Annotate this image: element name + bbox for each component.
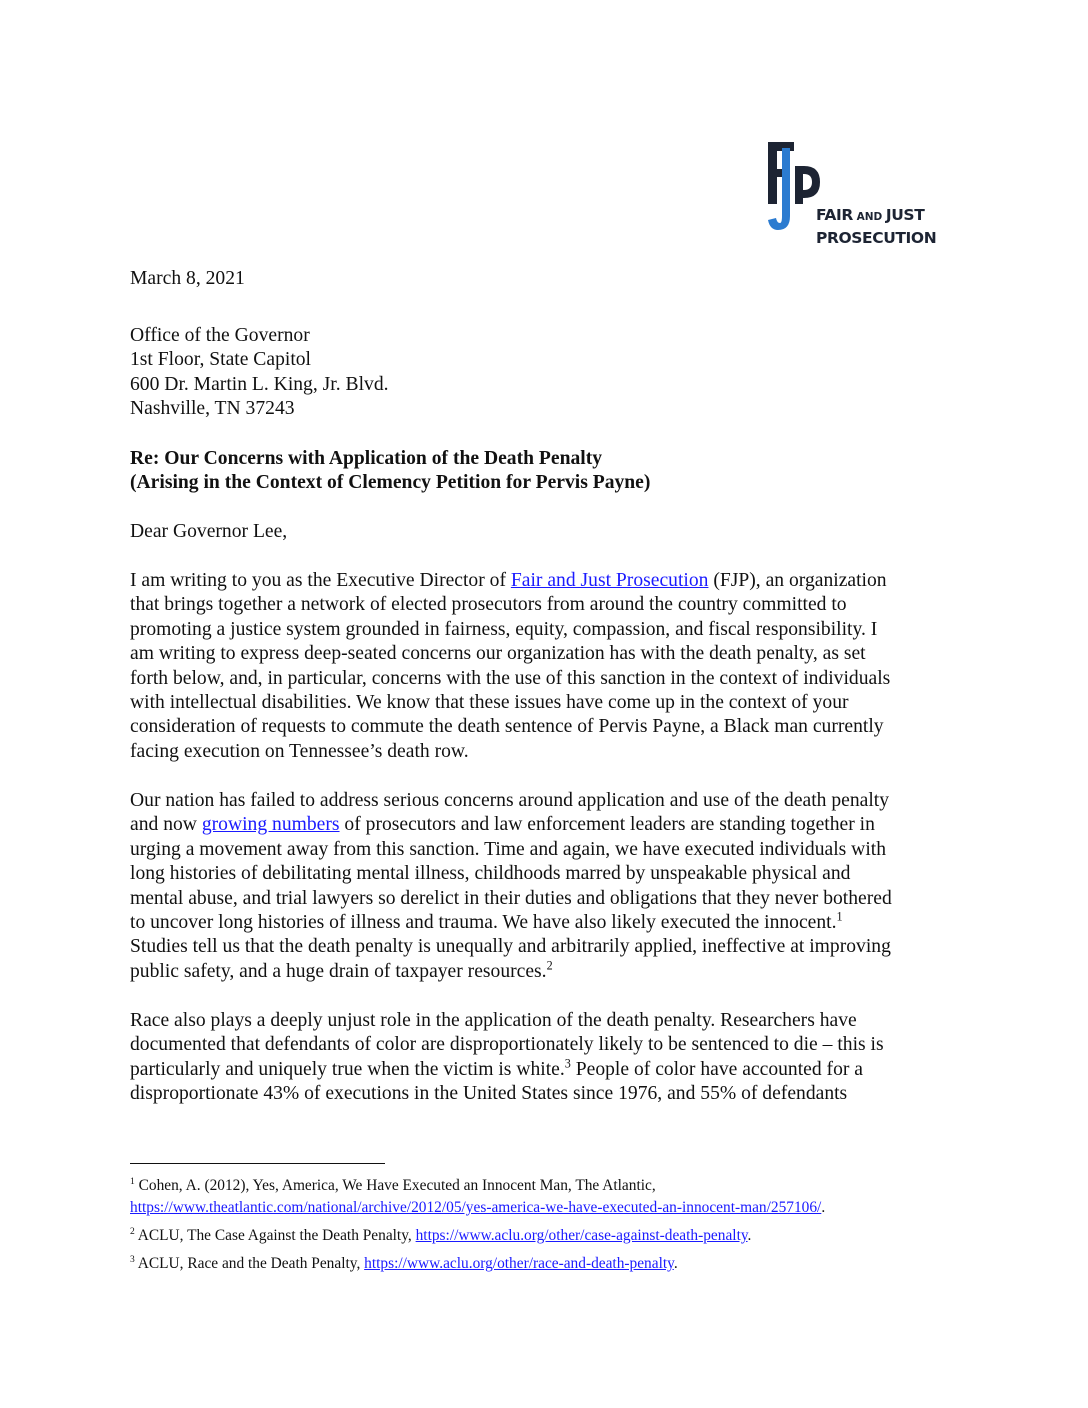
footnote-ref-2: 2 <box>546 958 553 973</box>
logo-text-prosecution: PROSECUTION <box>816 229 937 247</box>
footnote-ref-3: 3 <box>564 1056 571 1071</box>
address-line: 600 Dr. Martin L. King, Jr. Blvd. <box>130 373 389 395</box>
growing-numbers-link[interactable]: growing numbers <box>201 814 340 836</box>
logo-text-fair-and-just: FAIR AND JUST <box>816 206 925 224</box>
footnote-3: $^3$ ACLU, Race and the Death Penalty, https://www.aclu.org/other/race-and-death-penalty. <box>130 1253 678 1272</box>
letter-date: March 8, 2021 <box>130 268 245 289</box>
address-line: 1st Floor, State Capitol <box>130 349 312 371</box>
subject-line: Re: Our Concerns with Application of the Death Penalty (Arising in the Context of Clemency Petition for Pervis Payne) <box>130 448 651 494</box>
address-line: Nashville, TN 37243 <box>130 398 295 420</box>
footnote-1: $^1$ Cohen, A. (2012), Yes, America, We Have Executed an Innocent Man, The Atlantic, https://www.theatlantic.com/national/archive/2012/05/yes-america-we-have-executed-an-innocent-man/257106/. <box>130 1175 826 1216</box>
footnote-ref-1: 1 <box>836 909 843 924</box>
recipient-address <box>130 324 960 422</box>
fjp-logo <box>766 138 966 260</box>
address-line: Office of the Governor <box>130 325 310 346</box>
footnote-3-link[interactable]: https://www.aclu.org/other/race-and-death-penalty <box>364 1255 674 1272</box>
paragraph-2: Our nation has failed to address serious concerns around application and use of the death penalty and now growing numbers of prosecutors and law enforcement leaders are standing together in urging a movement away from this sanction. Time and again, we have executed individuals with long histories of debilitating mental illness, childhoods marred by unspeakable physical and mental abuse, and trial lawyers so derelict in their duties and obligations that they never bothered to uncover long histories of illness and trauma. We have also likely executed the innocent.$^1$ Studies tell us that the death penalty is unequally and arbitrarily applied, ineffective at improving public safety, and a huge drain of taxpayer resources.$^2$ <box>130 790 892 982</box>
paragraph-1: I am writing to you as the Executive Director of Fair and Just Prosecution (FJP), an organization that brings together a network of elected prosecutors from around the country committed to promoting a justice system grounded in fairness, equity, compassion, and fiscal responsibility. I am writing to express deep-seated concerns our organization has with the death penalty, as set forth below, and, in particular, concerns with the use of this sanction in the context of individuals with intellectual disabilities. We know that these issues have come up in the context of your consideration of requests to commute the death sentence of Pervis Payne, a Black man currently facing execution on Tennessee’s death row. <box>130 570 891 762</box>
footnote-2: $^2$ ACLU, The Case Against the Death Penalty, https://www.aclu.org/other/case-against-death-penalty. <box>130 1225 752 1244</box>
salutation: Dear Governor Lee, <box>130 521 288 542</box>
fjp-link[interactable]: Fair and Just Prosecution <box>510 570 709 591</box>
footnote-divider <box>130 1163 385 1164</box>
footnote-1-link[interactable]: https://www.theatlantic.com/national/archive/2012/05/yes-america-we-have-executed-an-innocent-man/257106/ <box>130 1199 822 1216</box>
paragraph-3: Race also plays a deeply unjust role in the application of the death penalty. Researchers have documented that defendants of color are disproportionately likely to be sentenced to die – this is particularly and uniquely true when the victim is white.$^3$ People of color have accounted for a disproportionate 43% of executions in the United States since 1976, and 55% of defendants <box>130 1010 884 1105</box>
footnote-2-link[interactable]: https://www.aclu.org/other/case-against-death-penalty <box>415 1227 748 1244</box>
